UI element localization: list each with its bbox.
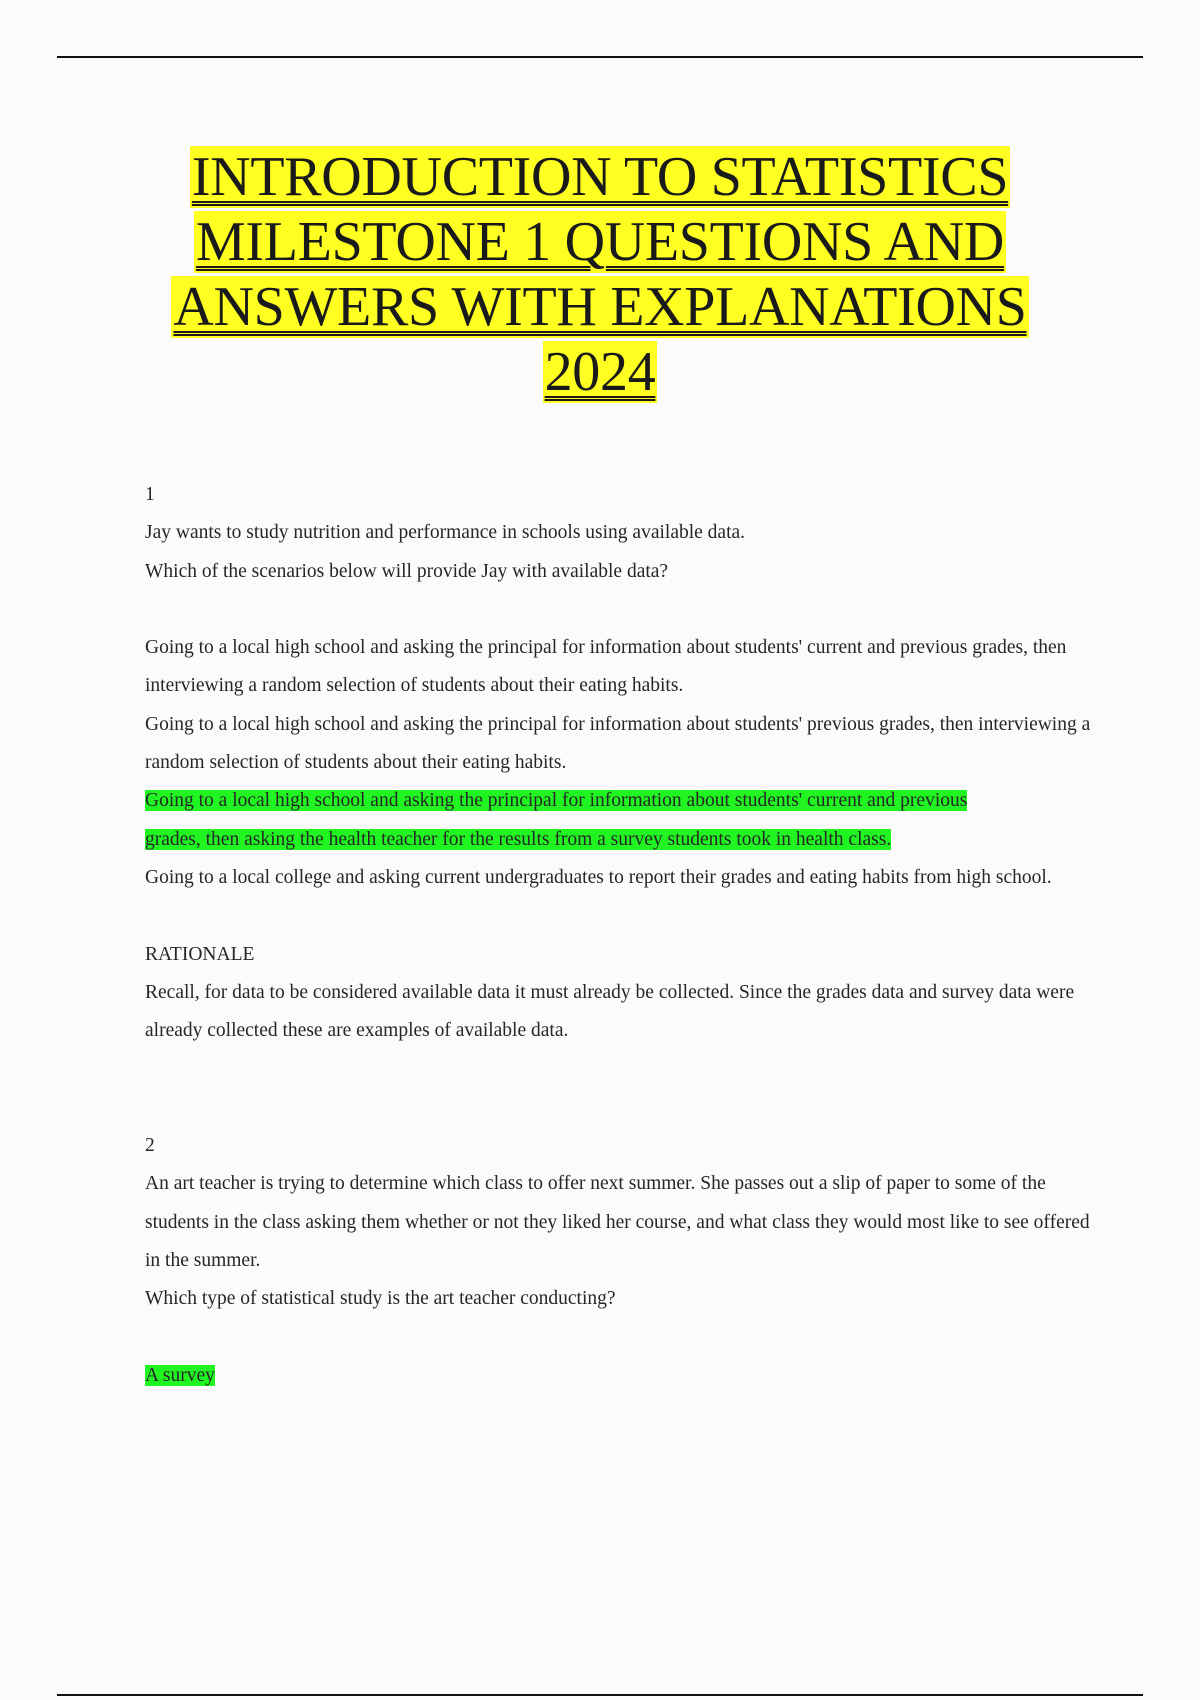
question-prompt: An art teacher is trying to determine which class to offer next summer. She passes out a slip of paper to some of the students in the class asking them whether or not they liked her course, and what class they would most like to see offered in the summer. (145, 1173, 1090, 1271)
bottom-rule (57, 1694, 1143, 1696)
question-1 (145, 476, 1095, 1050)
answer-option: Going to a local high school and asking the principal for information about students' current and previous grades, then interviewing a random selection of students about their eating habits. (145, 637, 1067, 697)
correct-answer-option (145, 1357, 1095, 1395)
correct-answer-option (145, 782, 1095, 859)
correct-answer-line: Going to a local high school and asking the principal for information about students' current and previous (145, 790, 968, 812)
answer-option: Going to a local college and asking current undergraduates to report their grades and eating habits from high school. (145, 866, 1052, 888)
question-prompt: Which of the scenarios below will provide Jay with available data? (145, 560, 669, 582)
title-line-2: MILESTONE 1 QUESTIONS AND (195, 211, 1005, 273)
title-line-3: ANSWERS WITH EXPLANATIONS (173, 276, 1027, 338)
question-prompt: Which type of statistical study is the art teacher conducting? (145, 1288, 616, 1310)
correct-answer-line: A survey (145, 1364, 215, 1386)
rationale-label: RATIONALE (145, 943, 255, 965)
spacer (145, 591, 1095, 629)
rationale-text: Recall, for data to be considered available data it must already be collected. Since the grades data and survey data were already collected these are examples of available data. (145, 981, 1075, 1042)
answer-option: Going to a local high school and asking the principal for information about students' previous grades, then interviewing a random selection of students about their eating habits. (145, 713, 1091, 774)
question-prompt: Jay wants to study nutrition and performance in schools using available data. (145, 522, 746, 544)
spacer (145, 1319, 1095, 1357)
correct-answer-line: grades, then asking the health teacher for the results from a survey students took in health class. (145, 828, 892, 850)
title-line-1: INTRODUCTION TO STATISTICS (191, 146, 1009, 208)
spacer (145, 1050, 1095, 1127)
question-number: 2 (145, 1135, 155, 1157)
document-body (145, 476, 1095, 1395)
spacer (145, 897, 1095, 935)
top-rule (57, 56, 1143, 58)
title-line-4: 2024 (544, 341, 656, 403)
question-number: 1 (145, 484, 155, 505)
document-title (100, 145, 1100, 405)
question-2 (145, 1127, 1095, 1395)
